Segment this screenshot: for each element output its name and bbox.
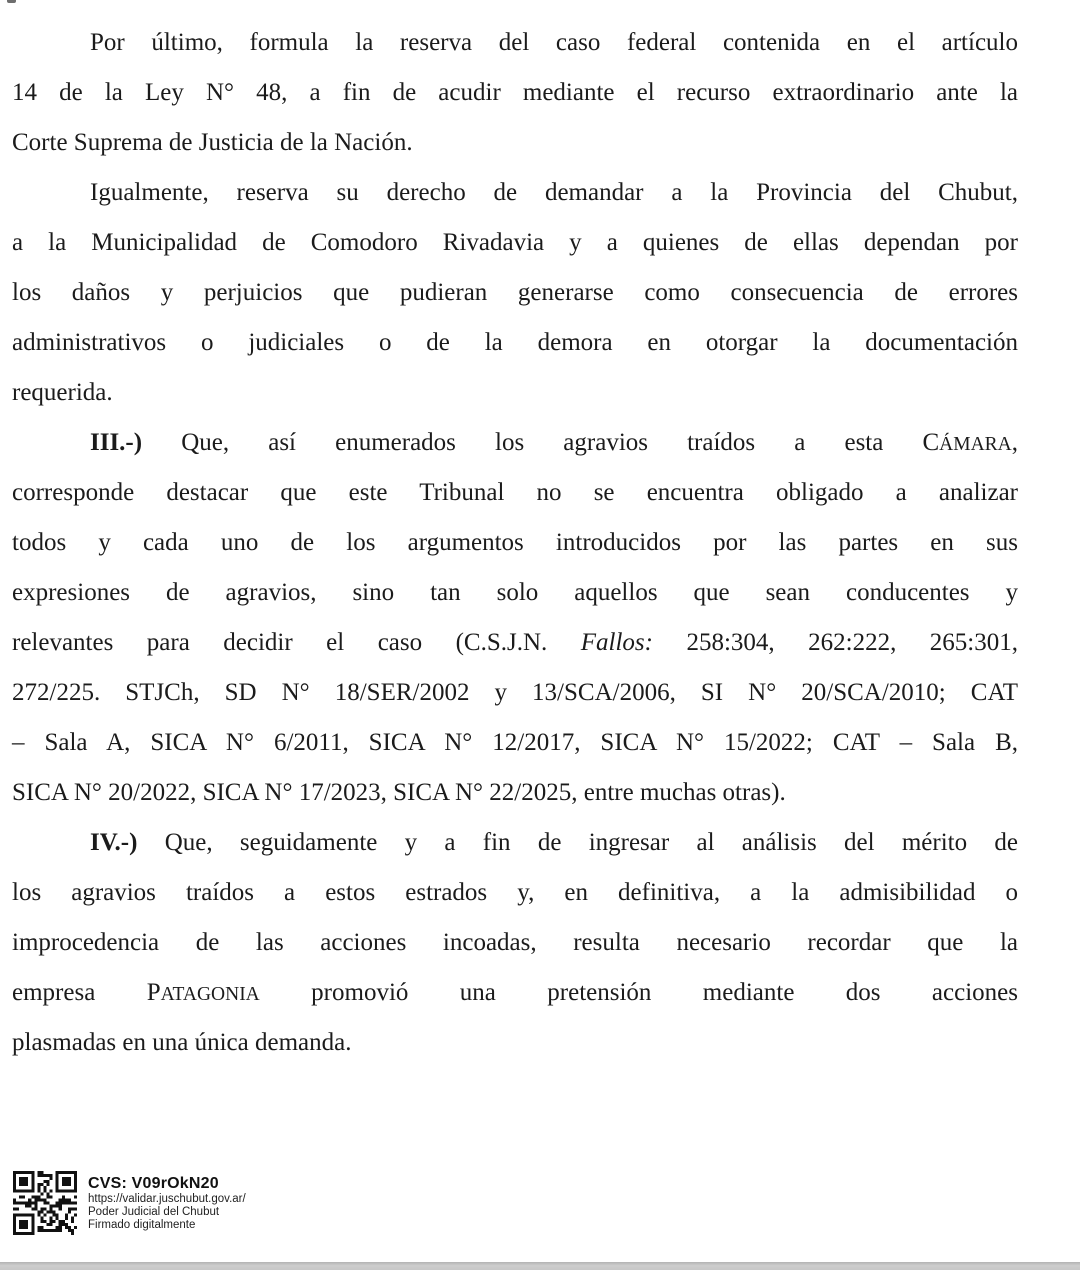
text-line: plasmadas en una única demanda. — [12, 1029, 352, 1056]
text-line: todos y cada uno de los argumentos introducidos por las partes en sus — [12, 529, 1018, 556]
text-line: requerida. — [12, 379, 113, 406]
qr-code-icon — [13, 1171, 77, 1235]
small-caps-text: CÁMARA — [922, 429, 1012, 456]
text-line: Por último, formula la reserva del caso federal contenida en el artículo — [90, 29, 1018, 56]
text-line: corresponde destacar que este Tribunal no se encuentra obligado a analizar — [12, 479, 1018, 506]
text-line: a la Municipalidad de Comodoro Rivadavia y a quienes de ellas dependan por — [12, 229, 1018, 256]
text-line: SICA N° 20/2022, SICA N° 17/2023, SICA N° 22/2025, entre muchas otras). — [12, 779, 786, 806]
stamp-organization: Poder Judicial del Chubut — [88, 1205, 220, 1218]
text-line: empresa PATAGONIA promovió una pretensión mediante dos acciones — [12, 979, 1018, 1006]
text-line: Corte Suprema de Justicia de la Nación. — [12, 129, 413, 156]
text-line: 272/225. STJCh, SD N° 18/SER/2002 y 13/SCA/2006, SI N° 20/SCA/2010; CAT — [12, 679, 1018, 706]
text-line: – Sala A, SICA N° 6/2011, SICA N° 12/2017, SICA N° 15/2022; CAT – Sala B, — [12, 729, 1018, 756]
stamp-validation-url: https://validar.juschubut.gov.ar/ — [88, 1193, 246, 1205]
stamp-cvs-code: CVS: V09rOkN20 — [88, 1175, 219, 1192]
document-body — [12, 18, 1018, 1068]
text-line: IV.-) Que, seguidamente y a fin de ingresar al análisis del mérito de — [90, 829, 1018, 856]
text-line: improcedencia de las acciones incoadas, resulta necesario recordar que la — [12, 929, 1018, 956]
text-line: Igualmente, reserva su derecho de demandar a la Provincia del Chubut, — [90, 179, 1018, 206]
stamp-text-block — [88, 1171, 246, 1231]
text-line: III.-) Que, así enumerados los agravios traídos a esta CÁMARA, — [90, 429, 1018, 456]
text-line: los daños y perjuicios que pudieran generarse como consecuencia de errores — [12, 279, 1018, 306]
small-caps-text: PATAGONIA — [146, 979, 260, 1006]
page-bottom-divider — [0, 1262, 1080, 1270]
cropped-character-fragment — [7, 0, 16, 3]
stamp-signed-label: Firmado digitalmente — [88, 1218, 196, 1231]
text-line: los agravios traídos a estos estrados y, en definitiva, a la admisibilidad o — [12, 879, 1018, 906]
text-line: relevantes para decidir el caso (C.S.J.N. Fallos: 258:304, 262:222, 265:301, — [12, 629, 1018, 656]
digital-signature-stamp — [13, 1171, 246, 1235]
text-line: expresiones de agravios, sino tan solo aquellos que sean conducentes y — [12, 579, 1018, 606]
text-line: 14 de la Ley N° 48, a fin de acudir mediante el recurso extraordinario ante la — [12, 79, 1018, 106]
text-line: administrativos o judiciales o de la demora en otorgar la documentación — [12, 329, 1018, 356]
